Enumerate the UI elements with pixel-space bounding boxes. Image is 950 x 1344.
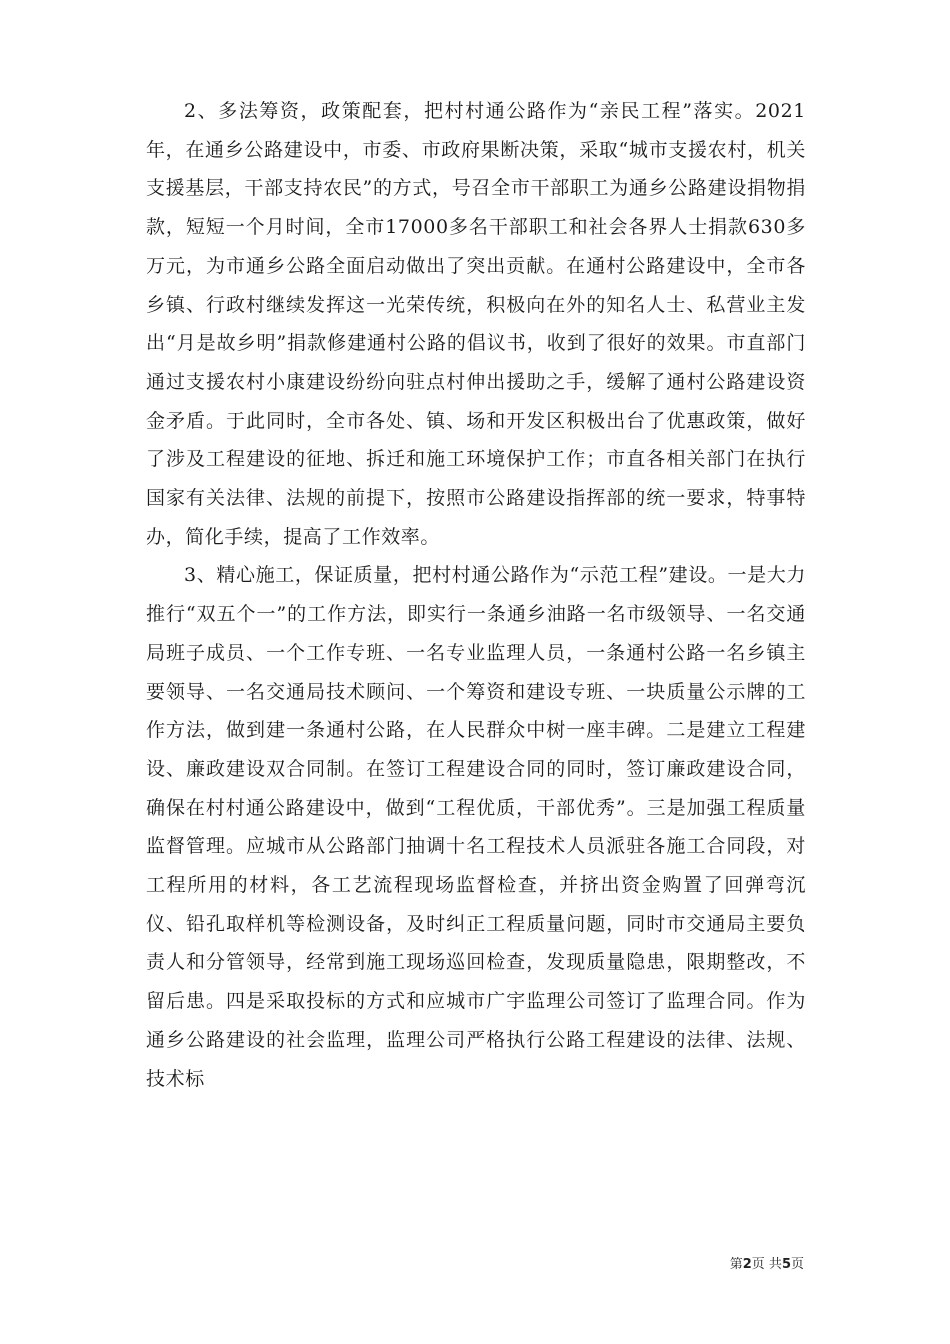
footer-total-pages: 5 [781, 1257, 791, 1272]
footer-current-page: 2 [742, 1257, 752, 1272]
footer-middle: 页 共 [751, 1257, 782, 1272]
document-body [146, 92, 806, 1098]
paragraph-2: 2、多法筹资，政策配套，把村村通公路作为“亲民工程”落实。2021年，在通乡公路建设中，市委、市政府果断决策，采取“城市支援农村，机关支援基层，干部支持农民”的方式，号召全市干部职工为通乡公路建设捐物捐款，短短一个月时间，全市17000多名干部职工和社会各界人士捐款630多万元，为市通乡公路全面启动做出了突出贡献。在通村公路建设中，全市各乡镇、行政村继续发挥这一光荣传统，积极向在外的知名人士、私营业主发出“月是故乡明”捐款修建通村公路的倡议书，收到了很好的效果。市直部门通过支援农村小康建设纷纷向驻点村伸出援助之手，缓解了通村公路建设资金矛盾。于此同时，全市各处、镇、场和开发区积极出台了优惠政策，做好了涉及工程建设的征地、拆迁和施工环境保护工作；市直各相关部门在执行国家有关法律、法规的前提下，按照市公路建设指挥部的统一要求，特事特办，简化手续，提高了工作效率。 [146, 100, 806, 548]
page-footer [730, 1253, 804, 1272]
footer-suffix: 页 [790, 1257, 804, 1272]
footer-prefix: 第 [729, 1257, 743, 1272]
paragraph-3: 3、精心施工，保证质量，把村村通公路作为“示范工程”建设。一是大力推行“双五个一”的工作方法，即实行一条通乡油路一名市级领导、一名交通局班子成员、一个工作专班、一名专业监理人员，一条通村公路一名乡镇主要领导、一名交通局技术顾问、一个筹资和建设专班、一块质量公示牌的工作方法，做到建一条通村公路，在人民群众中树一座丰碑。二是建立工程建设、廉政建设双合同制。在签订工程建设合同的同时，签订廉政建设合同，确保在村村通公路建设中，做到“工程优质，干部优秀”。三是加强工程质量监督管理。应城市从公路部门抽调十名工程技术人员派驻各施工合同段，对工程所用的材料，各工艺流程现场监督检查，并挤出资金购置了回弹弯沉仪、铅孔取样机等检测设备，及时纠正工程质量问题，同时市交通局主要负责人和分管领导，经常到施工现场巡回检查，发现质量隐患，限期整改，不留后患。四是采取投标的方式和应城市广宇监理公司签订了监理合同。作为通乡公路建设的社会监理，监理公司严格执行公路工程建设的法律、法规、技术标 [146, 564, 806, 1090]
